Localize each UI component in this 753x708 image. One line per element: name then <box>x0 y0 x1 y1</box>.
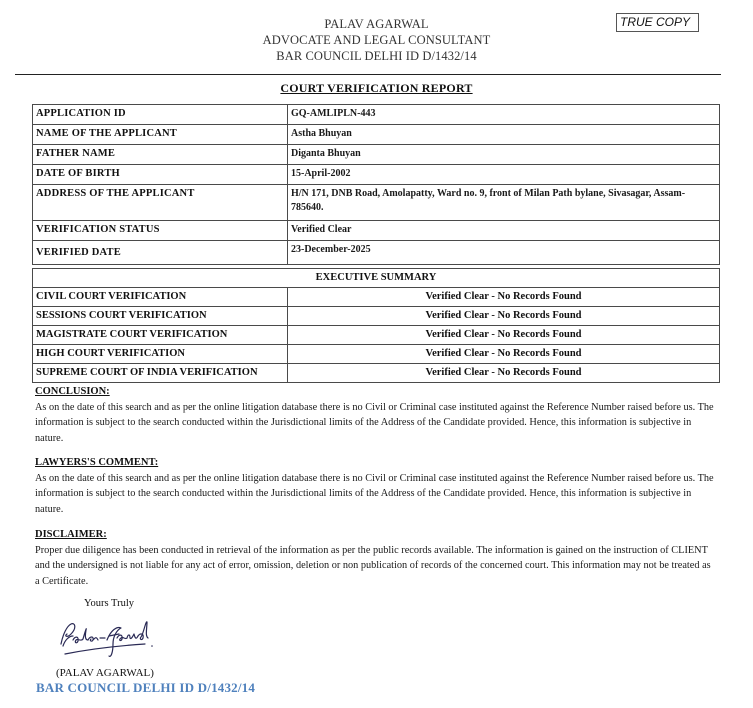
row-label: APPLICATION ID <box>33 105 288 125</box>
court-result: Verified Clear - No Records Found <box>288 345 720 364</box>
table-row <box>33 105 720 125</box>
disclaimer-text: Proper due diligence has been conducted in retrieval of the information as per the public records available. The information is gained on the instruction of CLIENT and the undersigned is not liable for any act of error, omission, deletion or non publication of records of the concerned court. This information may not be treated as a Certificate. <box>35 544 711 587</box>
table-row <box>33 307 720 326</box>
court-name: SESSIONS COURT VERIFICATION <box>33 307 288 326</box>
court-result: Verified Clear - No Records Found <box>288 288 720 307</box>
table-row <box>33 345 720 364</box>
court-name: SUPREME COURT OF INDIA VERIFICATION <box>33 364 288 383</box>
date-of-birth-value: 15-April-2002 <box>288 165 720 185</box>
table-row <box>33 165 720 185</box>
row-label: DATE OF BIRTH <box>33 165 288 185</box>
court-name: CIVIL COURT VERIFICATION <box>33 288 288 307</box>
verified-date-value: 23-December-2025 <box>288 241 720 265</box>
verification-status-value: Verified Clear <box>288 221 720 241</box>
lawyers-comment-section <box>35 455 715 517</box>
row-label: FATHER NAME <box>33 145 288 165</box>
applicant-details-table <box>32 104 720 265</box>
row-label: ADDRESS OF THE APPLICANT <box>33 185 288 221</box>
table-row <box>33 364 720 383</box>
address-value: H/N 171, DNB Road, Amolapatty, Ward no. 9, front of Milan Path bylane, Sivasagar, Assam-785640. <box>288 185 720 221</box>
signature-icon <box>55 616 165 666</box>
conclusion-text: As on the date of this search and as per the online litigation database there is no Civil or Criminal case instituted against the Reference Number raised before us. The information is subject to the search conducted within the Jurisdictional limits of the Address of the Candidate provided. Hence, this information is subjective in nature. <box>35 401 714 444</box>
table-row <box>33 145 720 165</box>
row-label: VERIFICATION STATUS <box>33 221 288 241</box>
closing-salutation: Yours Truly <box>84 598 135 609</box>
application-id-value: GQ-AMLIPLN-443 <box>288 105 720 125</box>
table-row <box>33 221 720 241</box>
footer-bar-council-id: BAR COUNCIL DELHI ID D/1432/14 <box>36 680 256 695</box>
lawyers-comment-heading: LAWYERS'S COMMENT: <box>35 457 159 468</box>
father-name-value: Diganta Bhuyan <box>288 145 720 165</box>
lawyers-comment-text: As on the date of this search and as per the online litigation database there is no Civil or Criminal case instituted against the Reference Number raised before us. The information is subject to the search conducted within the Jurisdictional limits of the Address of the Candidate provided. Hence, this information is subjective in nature. <box>35 472 714 515</box>
disclaimer-heading: DISCLAIMER: <box>35 529 107 540</box>
court-result: Verified Clear - No Records Found <box>288 307 720 326</box>
executive-summary-table <box>32 268 720 383</box>
conclusion-section <box>35 384 715 446</box>
court-result: Verified Clear - No Records Found <box>288 364 720 383</box>
true-copy-stamp: TRUE COPY <box>616 13 699 32</box>
disclaimer-section <box>35 527 715 589</box>
advocate-name: PALAV AGARWAL <box>324 17 429 31</box>
table-row <box>33 288 720 307</box>
table-row <box>33 241 720 265</box>
summary-title: EXECUTIVE SUMMARY <box>33 269 720 288</box>
signatory-name: (PALAV AGARWAL) <box>56 667 154 679</box>
advocate-designation: ADVOCATE AND LEGAL CONSULTANT <box>262 33 491 47</box>
summary-header-row <box>33 269 720 288</box>
applicant-name-value: Astha Bhuyan <box>288 125 720 145</box>
court-result: Verified Clear - No Records Found <box>288 326 720 345</box>
table-row <box>33 125 720 145</box>
row-label: NAME OF THE APPLICANT <box>33 125 288 145</box>
row-label: VERIFIED DATE <box>33 241 288 265</box>
letterhead-bar-id: BAR COUNCIL DELHI ID D/1432/14 <box>276 49 477 63</box>
conclusion-heading: CONCLUSION: <box>35 386 110 397</box>
court-name: MAGISTRATE COURT VERIFICATION <box>33 326 288 345</box>
table-row <box>33 185 720 221</box>
report-title: COURT VERIFICATION REPORT <box>280 81 473 95</box>
header-divider <box>15 74 721 75</box>
court-name: HIGH COURT VERIFICATION <box>33 345 288 364</box>
table-row <box>33 326 720 345</box>
